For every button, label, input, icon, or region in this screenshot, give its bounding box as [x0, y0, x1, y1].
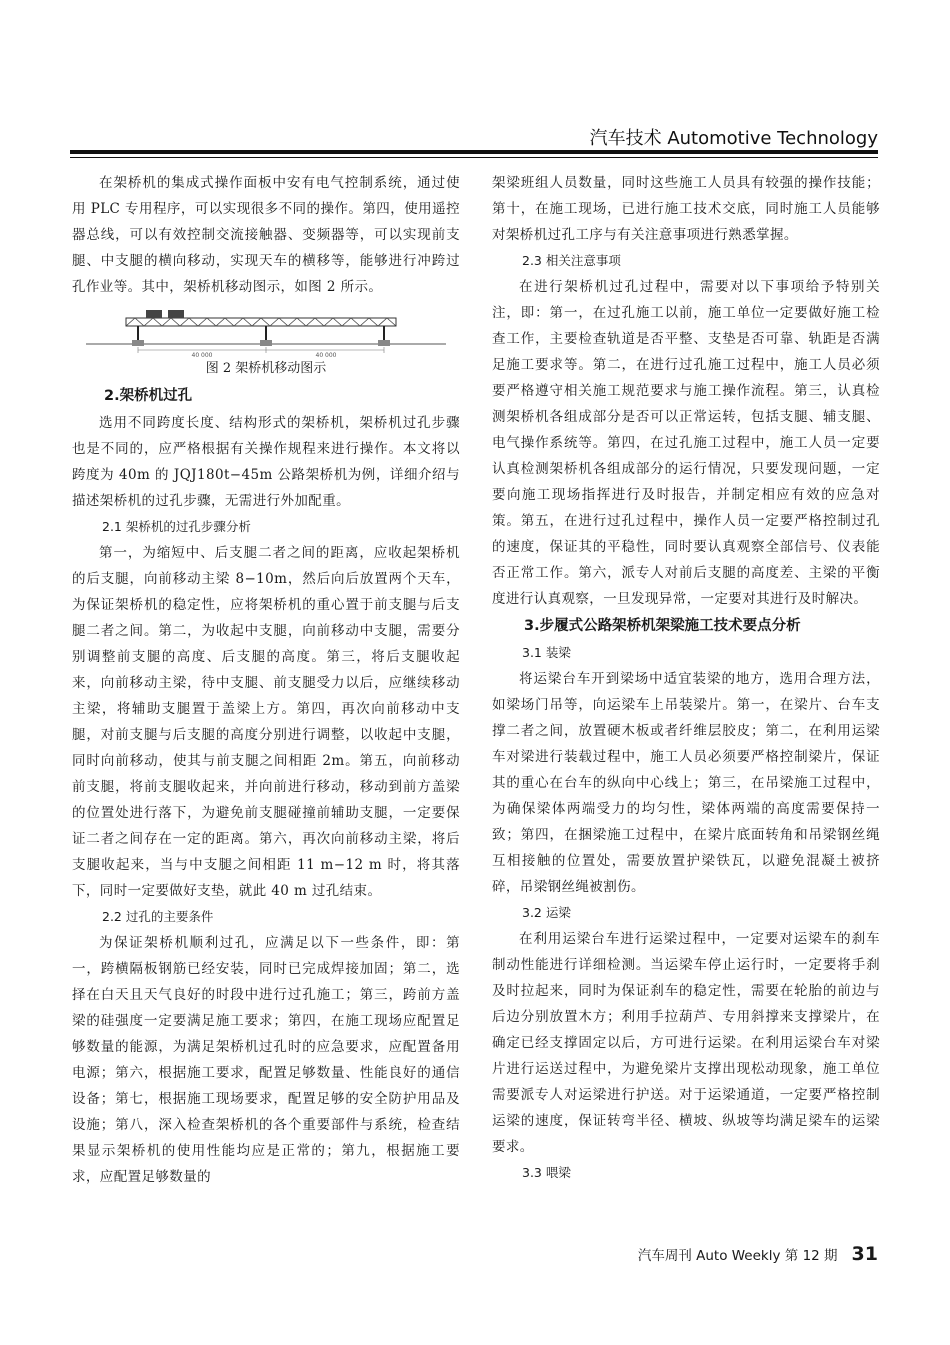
section-2-3-paragraph: 在进行架桥机过孔过程中，需要对以下事项给予特别关注，即：第一，在过孔施工以前，施工单位一定要做好施工检查工作，主要检查轨道是否平整、支垫是否可靠、轨距是否满足施工要求等。第二，在进行过孔施工过程中，施工人员必须要严格遵守相关施工规范要求与施工操作流程。第三，认真检测架桥机各组成部分是否可以正常运转，包括支腿、辅支腿、电气操作系统等。第四，在过孔施工过程中，施工人员一定要认真检测架桥机各组成部分的运行情况，只要发现问题，一定要向施工现场指挥进行及时报告，并制定相应有效的应急对策。第五，在进行过孔过程中，操作人员一定要严格控制过孔的速度，保证其的平稳性，同时要认真观察全部信号、仪表能否正常工作。第六，派专人对前后支腿的高度差、主梁的平衡度进行认真观察，一旦发现异常，一定要对其进行及时解决。 [492, 279, 880, 607]
section-2-paragraph: 选用不同跨度长度、结构形式的架桥机，架桥机过孔步骤也是不同的，应严格根据有关操作规程来进行操作。本文将以跨度为 40m 的 JQJ180t−45m 公路架桥机为例，详细介绍与描述架桥机的过孔步骤，无需进行外加配重。 [72, 415, 460, 509]
page-number: 31 [851, 1243, 878, 1265]
left-column [72, 170, 460, 1190]
section-2-2-heading: 2.2 过孔的主要条件 [102, 909, 214, 924]
figure-caption: 图 2 架桥机移动图示 [205, 361, 327, 376]
header-rule-thin [70, 157, 878, 158]
journal-header-title: 汽车技术 Automotive Technology [589, 128, 878, 149]
section-2-2-paragraph: 为保证架桥机顺利过孔，应满足以下一些条件，即：第一，跨横隔板钢筋已经安装，同时已完成焊接加固；第二，选择在白天且天气良好的时段中进行过孔施工；第三，跨前方盖梁的硅强度一定要满足施工要求；第四，在施工现场应配置足够数量的能源，为满足架桥机过孔时的应急要求，应配置备用电源；第六，根据施工要求，配置足够数量、性能良好的通信设备；第七，根据施工现场要求，配置足够的安全防护用品及设施；第八，深入检查架桥机的各个重要部件与系统，检查结果显示架桥机的使用性能均应是正常的；第九，根据施工要求，应配置足够数量的 [72, 935, 460, 1185]
dimension-label-left: 40 000 [191, 352, 213, 358]
section-3-2-heading: 3.2 运梁 [522, 905, 571, 920]
section-3-1-heading: 3.1 装梁 [522, 645, 571, 660]
section-3-2-paragraph: 在利用运梁台车进行运梁过程中，一定要对运梁车的刹车制动性能进行详细检测。当运梁车停止运行时，一定要将手刹及时拉起来，同时为保证刹车的稳定性，需要在轮胎的前边与后边分别放置木方；利用手拉葫芦、专用斜撑来支撑梁片，在确定已经支撑固定以后，方可进行运梁。在利用运梁台车对梁片进行运送过程中，为避免梁片支撑出现松动现象，施工单位需要派专人对运梁进行护送。对于运梁通道，一定要严格控制运梁的速度，保证转弯半径、横坡、纵坡等均满足梁车的运梁要求。 [492, 931, 880, 1155]
section-2-heading: 2.架桥机过孔 [104, 388, 193, 404]
footer-journal-name: 汽车周刊 Auto Weekly 第 12 期 [637, 1248, 838, 1264]
right-column [492, 170, 880, 1186]
header-rule-thick [70, 150, 878, 154]
section-2-1-heading: 2.1 架桥机的过孔步骤分析 [102, 519, 251, 534]
continued-paragraph: 架梁班组人员数量，同时这些施工人员具有较强的操作技能；第十，在施工现场，已进行施工技术交底，同时施工人员能够对架桥机过孔工序与有关注意事项进行熟悉掌握。 [492, 175, 880, 243]
intro-paragraph: 在架桥机的集成式操作面板中安有电气控制系统，通过使用 PLC 专用程序，可以实现很多不同的操作。第四，使用遥控器总线，可以有效控制交流接触器、变频器等，可以实现前支腿、中支腿的横向移动，实现天车的横移等，能够进行冲跨过孔作业等。其中，架桥机移动图示，如图 2 所示。 [72, 175, 460, 295]
section-2-3-heading: 2.3 相关注意事项 [522, 253, 621, 268]
section-3-1-paragraph: 将运梁台车开到梁场中适宜装梁的地方，选用合理方法，如梁场门吊等，向运梁车上吊装梁片。第一，在梁片、台车支撑二者之间，放置硬木板或者纤维层胶皮；第二，在利用运梁车对梁进行装载过程中，施工人员必须要严格控制梁片，保证其的重心在台车的纵向中心线上；第三，在吊梁施工过程中，为确保梁体两端受力的均匀性，梁体两端的高度需要保持一致；第四，在捆梁施工过程中，在梁片底面转角和吊梁钢丝绳互相接触的位置处，需要放置护梁铁瓦，以避免混凝土被挤碎，吊梁钢丝绳被割伤。 [492, 671, 880, 895]
figure-bridge-erector [72, 304, 460, 358]
page-footer [638, 1243, 878, 1265]
section-3-3-heading: 3.3 喂梁 [522, 1165, 571, 1180]
section-2-1-paragraph: 第一，为缩短中、后支腿二者之间的距离，应收起架桥机的后支腿，向前移动主梁 8−10m，然后向后放置两个天车，为保证架桥机的稳定性，应将架桥机的重心置于前支腿与后支腿二者之间。第二，为收起中支腿，向前移动中支腿，需要分别调整前支腿的高度、后支腿的高度。第三，将后支腿收起来，向前移动主梁，待中支腿、前支腿受力以后，应继续移动主梁，将辅助支腿置于盖梁上方。第四，再次向前移动中支腿，对前支腿与后支腿的高度分别进行调整，以收起中支腿，同时向前移动，使其与前支腿之间相距 2m。第五，向前移动前支腿，将前支腿收起来，并向前进行移动，移动到前方盖梁的位置处进行落下，为避免前支腿碰撞前辅助支腿，一定要保证二者之间存在一定的距离。第六，再次向前移动主梁，将后支腿收起来，当与中支腿之间相距 11 m−12 m 时，将其落下，同时一定要做好支垫，就此 40 m 过孔结束。 [72, 545, 460, 899]
bridge-erector-diagram [86, 304, 446, 358]
dimension-label-right: 40 000 [315, 352, 337, 358]
section-3-heading: 3.步履式公路架桥机架梁施工技术要点分析 [524, 618, 801, 634]
